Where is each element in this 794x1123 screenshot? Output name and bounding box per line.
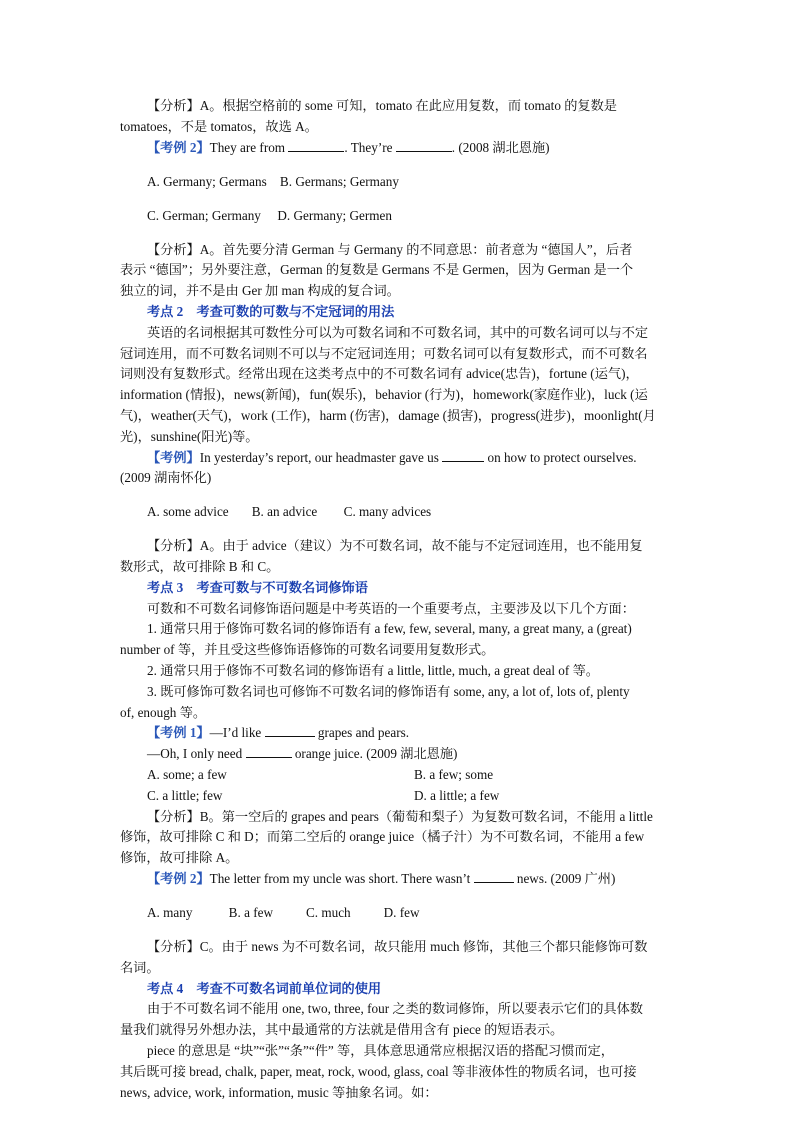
list-item: 2. 通常只用于修饰不可数名词的修饰语有 a little, little, much, a great deal of 等。 (147, 663, 599, 679)
body-text: 气)，weather(天气)，work (工作)，harm (伤害)，damage (损害)，progress(进步)，moonlight(月 (120, 407, 656, 423)
section-heading: 考点 2 考查可数的可数与不定冠词的用法 (147, 303, 395, 319)
analysis-line: 名词。 (120, 959, 160, 975)
example-tag: 【考例 2】 (147, 871, 210, 887)
answer-blank (474, 870, 514, 883)
analysis-line: 表示 “德国”；另外要注意，German 的复数是 Germans 不是 Germen，因为 German 是一个 (120, 262, 634, 278)
options-line: A. many B. a few C. much D. few (147, 905, 420, 921)
body-text: piece 的意思是 “块”“张”“条”“件” 等，具体意思通常应根据汉语的搭配习惯而定， (147, 1042, 614, 1058)
section-heading: 考点 4 考查不可数名词前单位词的使用 (147, 980, 382, 996)
answer-blank (246, 745, 292, 758)
body-text: 英语的名词根据其可数性分可以为可数名词和不可数名词，其中的可数名词可以与不定 (147, 324, 649, 340)
document-page (120, 96, 680, 1103)
analysis-line: 独立的词，并不是由 Ger 加 man 构成的复合词。 (120, 283, 400, 299)
list-item: 1. 通常只用于修饰可数名词的修饰语有 a few, few, several, many, a great many, a (great) (147, 621, 632, 637)
body-text: information (情报)，news(新闻)，fun(娱乐)，behavior (行为)，homework(家庭作业)，luck (运 (120, 387, 648, 403)
analysis-line: 【分析】C。由于 news 为不可数名词，故只能用 much 修饰，其他三个都只能修饰可数 (147, 939, 648, 954)
example-question: 【考例 2】The letter from my uncle was short. There wasn’t news. (2009 广州) (147, 871, 616, 887)
body-text: news, advice, work, information, music 等抽象名词。如： (120, 1084, 438, 1100)
body-text: 词则没有复数形式。经常出现在这类考点中的不可数名词有 advice(忠告)，fortune (运气)， (120, 366, 639, 382)
body-text: 冠词连用，而不可数名词则不可以与不定冠词连用；可数名词可以有复数形式，而不可数名 (120, 345, 648, 361)
options-line: C. German; Germany D. Germany; Germen (147, 207, 392, 223)
example-source: (2009 湖南怀化) (120, 470, 212, 486)
example-question: 【考例】In yesterday’s report, our headmaster gave us on how to protect ourselves. (147, 449, 637, 465)
answer-blank (442, 449, 484, 462)
options-line: C. a little; few D. a little; a few (147, 787, 500, 803)
list-item: of, enough 等。 (120, 704, 207, 720)
section-heading: 考点 3 考查可数与不可数名词修饰语 (147, 579, 368, 595)
options-line: A. Germany; Germans B. Germans; Germany (147, 173, 399, 189)
analysis-line: 数形式，故可排除 B 和 C。 (120, 559, 280, 575)
example-tag: 【考例 1】 (147, 725, 210, 741)
body-text: 量我们就得另外想办法，其中最通常的方法就是借用含有 piece 的短语表示。 (120, 1022, 564, 1038)
example-tag: 【考例】 (147, 449, 200, 465)
answer-blank (396, 139, 452, 152)
options-line: A. some advice B. an advice C. many advices (147, 504, 432, 520)
list-item: 3. 既可修饰可数名词也可修饰不可数名词的修饰语有 some, any, a lot of, lots of, plenty (147, 683, 630, 699)
list-item: number of 等，并且受这些修饰语修饰的可数名词要用复数形式。 (120, 642, 495, 658)
body-text: 可数和不可数名词修饰语问题是中考英语的一个重要考点，主要涉及以下几个方面： (147, 600, 635, 616)
analysis-line: tomatoes，不是 tomatos，故选 A。 (120, 118, 318, 134)
example-question: —Oh, I only need orange juice. (2009 湖北恩施) (147, 746, 458, 762)
options-line: A. some; a few B. a few; some (147, 767, 494, 783)
analysis-line: 修饰，故可排除 A。 (120, 850, 239, 866)
analysis-line: 【分析】A。根据空格前的 some 可知，tomato 在此应用复数，而 tomato 的复数是 (147, 98, 617, 113)
example-question: 【考例 1】—I’d like grapes and pears. (147, 725, 410, 741)
analysis-line: 【分析】A。由于 advice（建议）为不可数名词，故不能与不定冠词连用，也不能用复 (147, 538, 643, 554)
analysis-line: 【分析】B。第一空后的 grapes and pears（葡萄和梨子）为复数可数名词，不能用 a little (147, 808, 653, 824)
analysis-line: 修饰，故可排除 C 和 D；而第二空后的 orange juice（橘子汁）为不可数名词，不能用 a few (120, 829, 645, 845)
example-question: 【考例 2】They are from . They’re . (2008 湖北恩施) (147, 139, 550, 155)
answer-blank (265, 724, 315, 737)
body-text: 其后既可接 bread, chalk, paper, meat, rock, wood, glass, coal 等非液体性的物质名词，也可接 (120, 1063, 637, 1079)
answer-blank (288, 139, 344, 152)
example-tag: 【考例 2】 (147, 139, 210, 155)
analysis-line: 【分析】A。首先要分清 German 与 Germany 的不同意思：前者意为 “德国人”，后者 (147, 241, 633, 257)
body-text: 光)，sunshine(阳光)等。 (120, 428, 259, 444)
body-text: 由于不可数名词不能用 one, two, three, four 之类的数词修饰，所以要表示它们的具体数 (147, 1001, 643, 1017)
